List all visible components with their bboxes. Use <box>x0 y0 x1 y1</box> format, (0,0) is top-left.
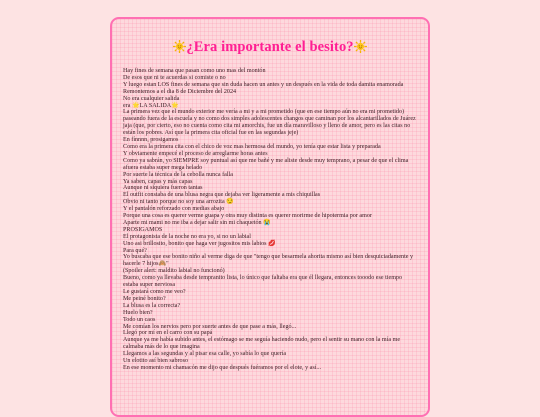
post-line: Todo un caos <box>123 316 156 323</box>
post-line: Bueno, como ya llevaba desde tempranito lista, lo único que faltaba era que él llegara, entonces tooodo ese tiempo estaba super nerviosa <box>123 275 403 289</box>
post-line: Aunque ni siquiera fueron tantas <box>123 185 203 192</box>
post-line: Le gustará como me veo? <box>123 289 186 295</box>
post-line: Y luego estan LOS fines de semana que sin duda hacen un antes y un después en la vida de toda damita enamorada <box>123 81 404 88</box>
post-line: Ya saben, capas y más capas <box>123 178 193 185</box>
post-line: La primera vez que el mundo exterior me vería a mi y a mi prometido (que en ese tiempo aún no era mi prometido) paseando fuera de la escuela y no como dos simples adolescentes changos que caminan por los alcantarillados de Juárez jaja (que, por cierto, eso no cuenta como cita mi amorchis, fue un día maravilloso y lleno de amor, pero es las citas no están los pobres. Así que la primera cita oficial fue en las segundas jeje) <box>123 109 416 137</box>
post-line: Como ya sabrán, yo SIEMPRE soy puntual así que me bañé y me aliste desde muy temprano, a pesar de que el clima afuera estaba super mega helado <box>123 157 409 171</box>
post-line: Me peiné bonito? <box>123 295 166 302</box>
post-line: El outfit constaba de una blusa negra que dejaba ver ligeramente a mis chiquillas <box>123 192 321 199</box>
post-line: En fínnnn, prosigamos <box>123 137 179 144</box>
post-line: Porque una cosa es querer verme guapa y otra muy distinta es querer morirme de hipotermia por amor <box>123 213 372 220</box>
post-line: Huelo bien? <box>123 309 153 316</box>
post-card <box>110 17 430 417</box>
post-line: La blusa es la correcta? <box>123 302 181 309</box>
post-line: Remontemos a el dia 8 de Diciembre del 2024 <box>123 88 237 95</box>
post-body <box>112 68 428 372</box>
post-line: El protagonista de la noche no era yo, si no un labial <box>123 233 251 240</box>
post-line: Uno asi brillosito, bonito que haga ver jugositos mis labios 💋 <box>123 240 276 247</box>
post-line: Y el pantalón reforzado con medias abajo <box>123 206 225 213</box>
post-line: En ese momento mi chamacón me dijo que después fuéramos por el elote, y así... <box>123 364 321 371</box>
post-title <box>112 39 428 56</box>
post-title-text: ¿Era importante el besito? <box>186 39 354 55</box>
post-line: era 🌟LA SALIDA🌟 <box>123 102 179 109</box>
post-line: Un elotito así bien sabroso <box>123 358 188 365</box>
post-line: Como era la primera cita con el chico de voz mas hermosa del mundo, yo tenía que estar lista y preparada <box>123 143 381 150</box>
post-line: (Spoiler alert: maldito labial no funcionó) <box>123 268 225 275</box>
post-line: Me comían los nervios pero por suerte antes de que pase a más, llegó... <box>123 323 297 330</box>
post-line: Para qué? <box>123 247 147 254</box>
sun-face-icon <box>354 40 367 53</box>
post-line: Obvio ni tanto porque no soy una arrozita 😏 <box>123 199 234 206</box>
post-line: Hay fines de semana que pasan como uno mas del montón <box>123 68 266 74</box>
post-line: PROSIGAMOS <box>123 226 163 233</box>
post-line: Aparte mi mami no me iba a dejar salir sin mi chaquetón 😭 <box>123 219 271 226</box>
post-line: Aunque ya me había subido antes, el estómago se me seguía haciendo nudo, pero el sentir su mano con la mía me calmaba más de lo que imagina <box>123 337 401 351</box>
sun-face-icon <box>173 40 186 53</box>
post-line: Llegamos a las segundas y al pisar esa calle, yo sabía lo que quería <box>123 351 287 358</box>
post-line: No era cualquier salida <box>123 95 180 102</box>
post-line: Yo buscaba que ese bonito niño al verme diga de que "tengo que besarmela ahorita mismo así bien desquiciadamente y hacerle 7 hijos🙈" <box>123 254 414 268</box>
post-line: Llegó por mí en el carro con su papá <box>123 330 213 337</box>
post-line: De esos que ni te acuerdas si comiste o no <box>123 74 226 81</box>
post-line: Y obviamente empecé el proceso de arreglarme horas antes <box>123 150 268 157</box>
post-line: Por suerte la técnica de la cebolla nunca falla <box>123 171 233 178</box>
